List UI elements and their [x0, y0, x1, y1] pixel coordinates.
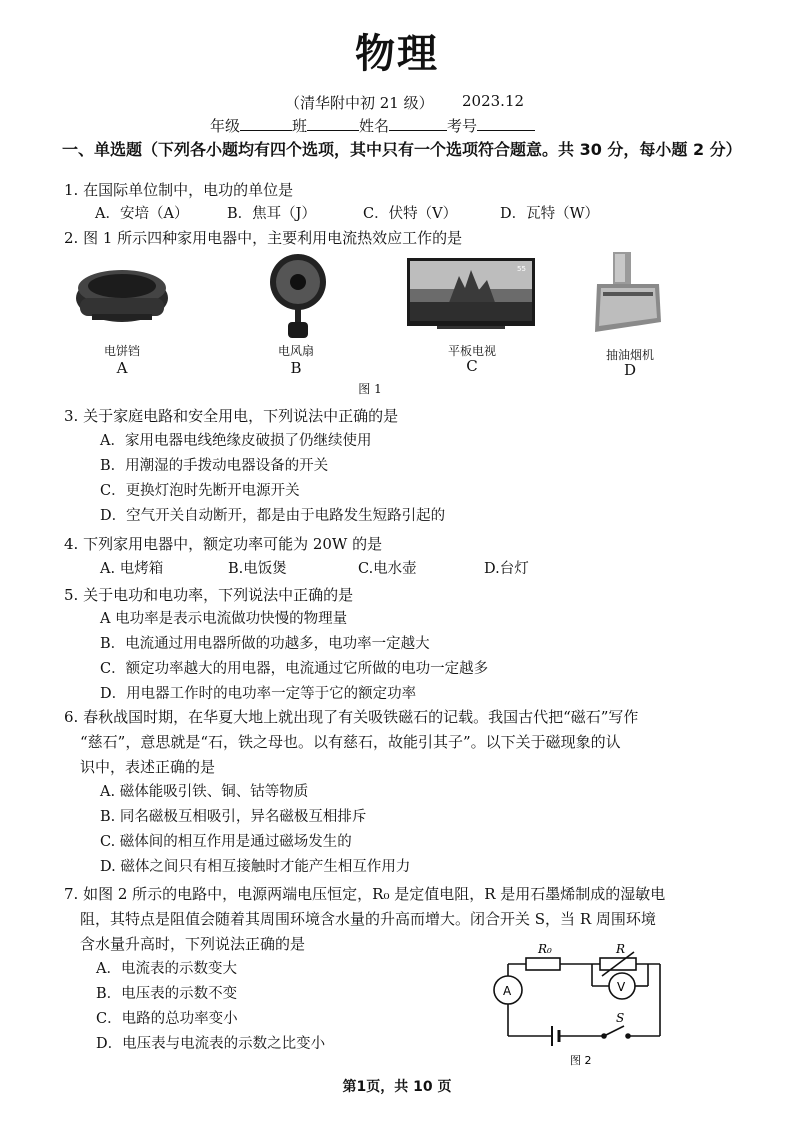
class-label: 班	[292, 117, 308, 135]
figure1-caption-a: 电饼铛	[103, 344, 140, 358]
q6-line-3: 识中，表述正确的是	[80, 758, 216, 776]
figure1-letter-c: C	[466, 357, 478, 375]
q5-option-a: A 电功率是表示电流做功快慢的物理量	[100, 611, 348, 627]
switch-label: S	[616, 1011, 625, 1025]
figure1-letter-a: A	[116, 359, 128, 377]
q7-option-d: D．电压表与电流表的示数之比变小	[96, 1036, 326, 1052]
q5-stem: 5. 关于电功和电功率，下列说法中正确的是	[64, 586, 354, 604]
figure1-caption-c: 平板电视	[447, 344, 496, 358]
section-heading: 一、单选题（下列各小题均有四个选项，其中只有一个选项符合题意。共 30 分，每小题 2 分）	[62, 140, 742, 159]
page-number: 第1页，共 10 页	[342, 1079, 452, 1095]
q6-option-c: C. 磁体间的相互作用是通过磁场发生的	[100, 834, 352, 850]
q5-option-c: C．额定功率越大的用电器，电流通过它所做的电功一定越多	[100, 661, 489, 677]
figure1-caption-d: 抽油烟机	[605, 348, 654, 362]
q6-line-1: 6. 春秋战国时期，在华夏大地上就出现了有关吸铁磁石的记载。我国古代把“磁石”写作	[64, 708, 639, 726]
q4-option-c: C.电水壶	[358, 561, 417, 577]
q6-option-a: A. 磁体能吸引铁、铜、钴等物质	[100, 784, 309, 800]
q6-option-d: D. 磁体之间只有相互接触时才能产生相互作用力	[100, 859, 411, 875]
q6-line-2: “慈石”，意思就是“石，铁之母也。以有慈石，故能引其子”。以下关于磁现象的认	[80, 733, 621, 751]
figure1-label: 图 1	[358, 382, 382, 396]
q1-option-d: D．瓦特（W）	[500, 206, 600, 222]
ammeter-label: A	[503, 984, 512, 998]
q4-stem: 4. 下列家用电器中，额定功率可能为 20W 的是	[64, 535, 383, 553]
figure2-label: 图 2	[570, 1054, 592, 1067]
q2-stem: 2. 图 1 所示四种家用电器中，主要利用电流热效应工作的是	[64, 229, 463, 247]
q7-option-c: C．电路的总功率变小	[96, 1011, 238, 1027]
resistor-r0	[526, 958, 560, 970]
q1-option-c: C．伏特（V）	[363, 206, 458, 222]
q7-line-1: 7. 如图 2 所示的电路中，电源两端电压恒定，R₀ 是定值电阻，R 是用石墨烯制成的湿敏电	[64, 885, 666, 903]
q3-stem: 3. 关于家庭电路和安全用电，下列说法中正确的是	[64, 407, 399, 425]
grade-label: 年级	[210, 117, 241, 135]
q4-option-b: B.电饭煲	[228, 561, 287, 577]
id-label: 考号	[447, 117, 478, 135]
tv-corner-text: 55	[517, 265, 526, 273]
voltmeter-label: V	[617, 980, 626, 994]
figure1-caption-b: 电风扇	[277, 344, 314, 358]
student-info-line	[210, 115, 535, 136]
circuit-diagram	[488, 940, 668, 1070]
q7-line-2: 阻，其特点是阻值会随着其周围环境含水量的升高而增大。闭合开关 S，当 R 周围环境	[80, 910, 656, 928]
q7-line-3: 含水量升高时，下列说法正确的是	[80, 935, 306, 953]
q5-option-d: D．用电器工作时的电功率一定等于它的额定功率	[100, 686, 417, 702]
exam-date: 2023.12	[462, 92, 525, 110]
figure1-letter-b: B	[290, 359, 302, 377]
electric-griddle-image	[72, 258, 172, 330]
q3-option-a: A．家用电器电线绝缘皮破损了仍继续使用	[100, 433, 372, 449]
q4-option-d: D.台灯	[484, 561, 529, 577]
name-blank[interactable]	[389, 116, 447, 131]
range-hood-image	[593, 252, 665, 336]
q1-option-b: B．焦耳（J）	[227, 206, 316, 222]
q3-option-b: B．用潮湿的手拨动电器设备的开关	[100, 458, 329, 474]
q3-option-c: C．更换灯泡时先断开电源开关	[100, 483, 300, 499]
q7-option-a: A．电流表的示数变大	[96, 961, 237, 977]
q3-option-d: D．空气开关自动断开，都是由于电路发生短路引起的	[100, 508, 446, 524]
q5-option-b: B．电流通过用电器所做的功越多，电功率一定越大	[100, 636, 430, 652]
q1-option-a: A．安培（A）	[95, 206, 189, 222]
id-blank[interactable]	[477, 116, 535, 131]
school-label: （清华附中初 21 级）	[285, 94, 434, 112]
figure1-letter-d: D	[623, 361, 637, 379]
q4-option-a: A. 电烤箱	[100, 561, 164, 577]
page-title: 物理	[355, 31, 439, 77]
r0-label: R₀	[538, 942, 552, 956]
name-label: 姓名	[359, 117, 390, 135]
r-label: R	[616, 942, 626, 956]
grade-blank[interactable]	[240, 116, 292, 131]
switch	[604, 1026, 624, 1036]
electric-fan-image	[268, 250, 328, 342]
class-blank[interactable]	[307, 116, 359, 131]
flat-tv-image	[407, 258, 535, 330]
q7-option-b: B．电压表的示数不变	[96, 986, 238, 1002]
q6-option-b: B. 同名磁极互相吸引，异名磁极互相排斥	[100, 809, 367, 825]
q1-stem: 1. 在国际单位制中，电功的单位是	[64, 181, 294, 199]
